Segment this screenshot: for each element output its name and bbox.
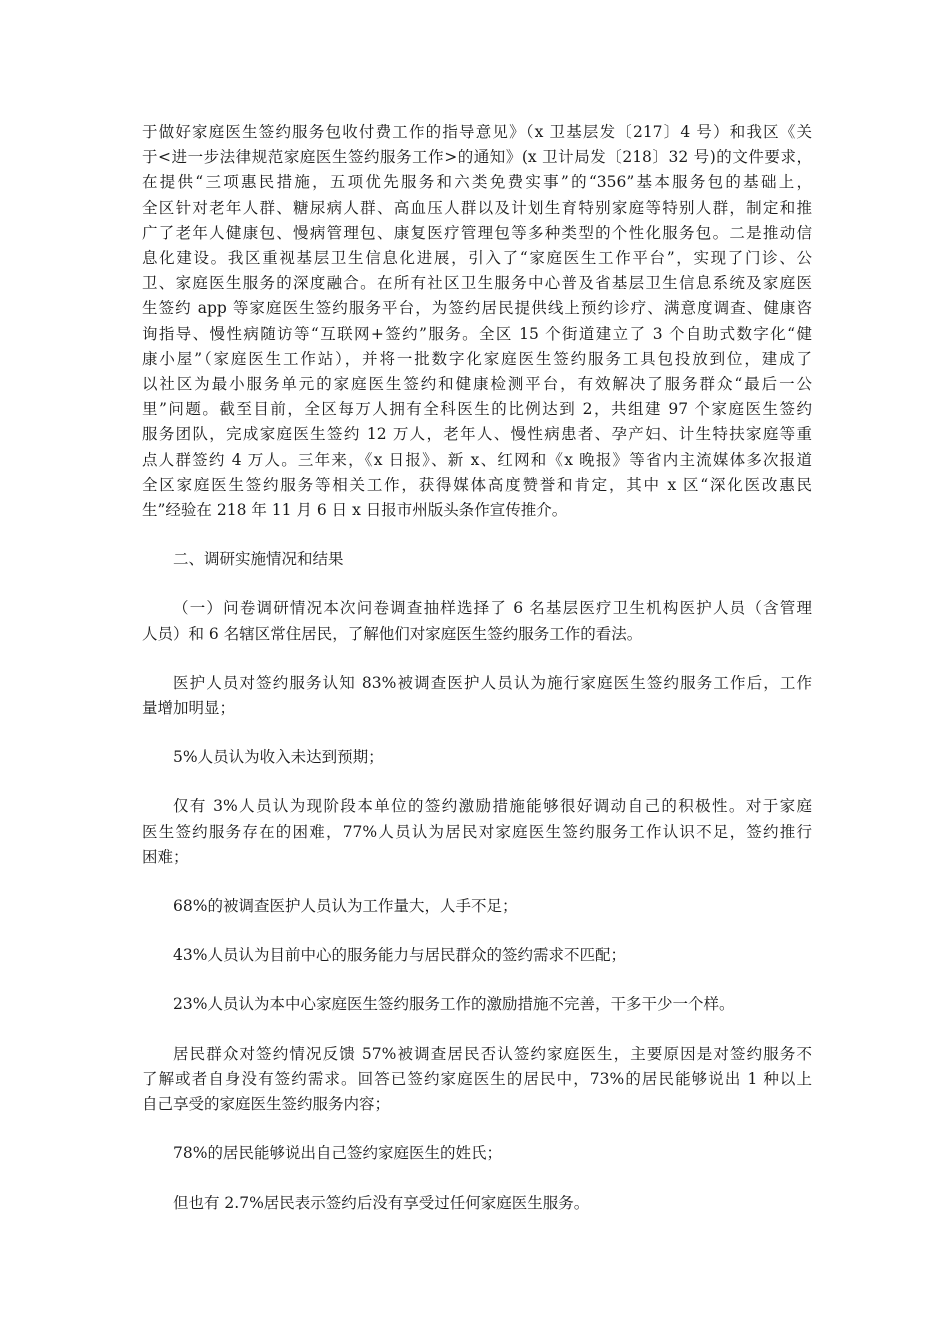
surname-paragraph (142, 1141, 812, 1166)
text-line: 生签约 app 等家庭医生签约服务平台，为签约居民提供线上预约诊疗、满意度调查、健康咨 (142, 299, 812, 318)
text-line: 量增加明显； (142, 699, 236, 718)
text-line: 点人群签约 4 万人。三年来，《x 日报》、新 x、红网和《x 晚报》等省内主流媒体多次报道 (142, 450, 812, 469)
section-heading-text: 二、调研实施情况和结果 (173, 550, 344, 569)
text-line: 在提供“三项惠民措施，五项优先服务和六类免费实事”的“356”基本服务包的基础上， (142, 173, 812, 192)
text-line: 于<进一步法律规范家庭医生签约服务工作>的通知》(x 卫计局发〔218〕32 号)的文件要求， (142, 148, 812, 167)
text-line: 生”经验在 218 年 11 月 6 日 x 日报市州版头条作宣传推介。 (142, 501, 568, 520)
text-line: 78%的居民能够说出自己签约家庭医生的姓氏； (173, 1144, 502, 1163)
survey-paragraph (142, 596, 812, 646)
measures-paragraph (142, 992, 812, 1017)
text-line: 居民群众对签约情况反馈 57%被调查居民否认签约家庭医生，主要原因是对签约服务不 (173, 1044, 812, 1063)
staff-workload-paragraph (142, 671, 812, 721)
text-line: 23%人员认为本中心家庭医生签约服务工作的激励措施不完善，干多干少一个样。 (173, 995, 735, 1014)
text-line: 困难； (142, 847, 189, 866)
residents-paragraph (142, 1042, 812, 1118)
text-line: 仅有 3%人员认为现阶段本单位的签约激励措施能够很好调动自己的积极性。对于家庭 (173, 797, 812, 816)
text-line: 以社区为最小服务单元的家庭医生签约和健康检测平台，有效解决了服务群众“最后一公 (142, 375, 812, 394)
text-line: 服务团队，完成家庭医生签约 12 万人，老年人、慢性病患者、孕产妇、计生特扶家庭等重 (142, 425, 812, 444)
text-line: 医护人员对签约服务认知 83%被调查医护人员认为施行家庭医生签约服务工作后，工作 (173, 673, 812, 692)
text-line: 但也有 2.7%居民表示签约后没有享受过任何家庭医生服务。 (173, 1193, 590, 1212)
text-line: 了解或者自身没有签约需求。回答已签约家庭医生的居民中，73%的居民能够说出 1 种以上 (142, 1069, 812, 1088)
text-line: 询指导、慢性病随访等“互联网+签约”服务。全区 15 个街道建立了 3 个自助式数字化“健 (142, 324, 812, 343)
text-line: 里”问题。截至目前，全区每万人拥有全科医生的比例达到 2，共组建 97 个家庭医生签约 (142, 400, 812, 419)
text-line: 全区家庭医生签约服务等相关工作，获得媒体高度赞誉和肯定，其中 x 区“深化医改惠民 (142, 475, 812, 494)
no-service-paragraph (142, 1191, 812, 1216)
section-heading (142, 547, 812, 572)
workload-paragraph (142, 894, 812, 919)
text-line: 卫、家庭医生服务的深度融合。在所有社区卫生服务中心普及省基层卫生信息系统及家庭医 (142, 274, 812, 293)
text-line: 广了老年人健康包、慢病管理包、康复医疗管理包等多种类型的个性化服务包。二是推动信 (142, 223, 812, 242)
document-body (142, 120, 812, 1216)
capacity-paragraph (142, 943, 812, 968)
incentive-paragraph (142, 794, 812, 870)
text-line: 于做好家庭医生签约服务包收付费工作的指导意见》（x 卫基层发〔217〕4 号）和我区《关 (142, 123, 812, 141)
income-paragraph (142, 745, 812, 770)
text-line: 全区针对老年人群、糖尿病人群、高血压人群以及计划生育特别家庭等特别人群，制定和推 (142, 198, 812, 217)
text-line: 医生签约服务存在的困难，77%人员认为居民对家庭医生签约服务工作认识不足，签约推行 (142, 822, 812, 841)
text-line: 人员）和 6 名辖区常住居民，了解他们对家庭医生签约服务工作的看法。 (142, 624, 643, 643)
text-line: 康小屋”（家庭医生工作站），并将一批数字化家庭医生签约服务工具包投放到位，建成了 (142, 349, 812, 368)
text-line: 68%的被调查医护人员认为工作量大，人手不足； (173, 897, 518, 916)
text-line: 43%人员认为目前中心的服务能力与居民群众的签约需求不匹配； (173, 946, 626, 965)
intro-paragraph (142, 120, 812, 523)
text-line: （一）问卷调研情况本次问卷调查抽样选择了 6 名基层医疗卫生机构医护人员（含管理 (173, 599, 812, 618)
text-line: 5%人员认为收入未达到预期； (173, 748, 384, 767)
text-line: 自己享受的家庭医生签约服务内容； (142, 1095, 391, 1114)
text-line: 息化建设。我区重视基层卫生信息化进展，引入了“家庭医生工作平台”，实现了门诊、公 (142, 249, 812, 268)
